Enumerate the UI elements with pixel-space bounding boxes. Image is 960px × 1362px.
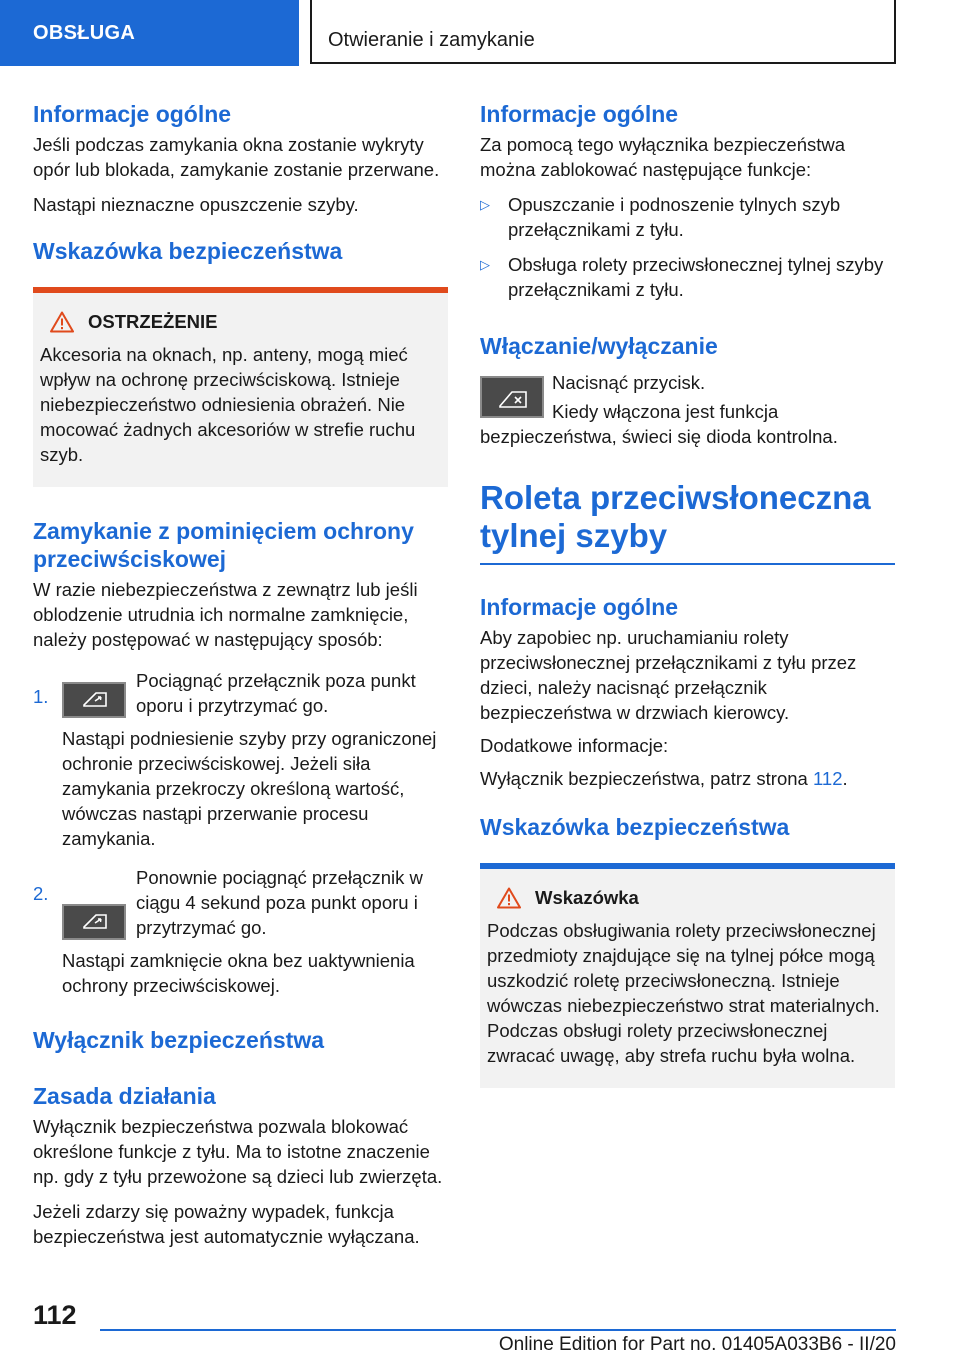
chapter-title: Otwieranie i zamykanie xyxy=(310,0,896,64)
right-column xyxy=(480,100,895,1088)
cross-ref-suffix: . xyxy=(842,768,848,789)
principle-paragraph-1: Wyłącznik bezpieczeństwa pozwala blokować określone funkcje z tyłu. Ma to istotne znaczenie np. gdy z tyłu przewożone są dzieci lub zwierzęta. xyxy=(33,1116,443,1187)
left-column xyxy=(33,100,448,1249)
warning-triangle-icon xyxy=(497,887,521,909)
sunblind-paragraph-2: Dodatkowe informacje: xyxy=(480,735,669,756)
general-paragraph-1: Jeśli podczas zamykania okna zostanie wykryty opór lub blokada, zamykanie zostanie przerwane. xyxy=(33,134,440,180)
triangle-bullet-icon: ▷ xyxy=(480,257,490,272)
warning-text: Akcesoria na oknach, np. anteny, mogą mieć wpływ na ochronę przeciwściskową. Istnieje niebezpieczeństwo odniesienia obrażeń. Nie mocować żadnych akcesoriów w strefie ruchu szyb. xyxy=(40,344,416,465)
step-subtext: Nastąpi podniesienie szyby przy ograniczonej ochronie przeciwściskowej. Jeżeli siła zamykania przekroczy określoną wartość, wówczas nastąpi przerwanie procesu zamykania. xyxy=(62,728,437,849)
notice-text: Podczas obsługiwania rolety przeciwsłonecznej przedmioty znajdujące się na tylnej półce mogą uszkodzić roletę przeciwsłoneczną. Istnieje wówczas niebezpieczeństwo strat materialnych. Podczas obsługi rolety przeciwsłonecznej zwracać uwagę, aby strefa ruchu była wolna. xyxy=(487,920,880,1066)
step-text: Ponownie pociągnąć przełącznik w ciągu 4 sekund poza punkt oporu i przytrzymać go. xyxy=(136,867,423,938)
window-switch-icon xyxy=(62,682,126,718)
page-number: 112 xyxy=(33,1300,77,1330)
cross-ref-text: Wyłącznik bezpieczeństwa, patrz strona xyxy=(480,768,808,789)
footer-divider xyxy=(100,1329,896,1331)
bullet-text: Obsługa rolety przeciwsłonecznej tylnej szyby przełącznikami z tyłu. xyxy=(508,254,884,300)
warning-title xyxy=(40,309,441,334)
notice-title-text: Wskazówka xyxy=(535,887,639,908)
override-intro: W razie niebezpieczeństwa z zewnątrz lub jeśli oblodzenie utrudnia ich normalne zamknięcie, należy postępować w następujący sposób: xyxy=(33,579,418,650)
heading-principle: Zasada działania xyxy=(33,1083,216,1109)
onoff-paragraph-1: Nacisnąć przycisk. xyxy=(552,372,706,393)
onoff-block xyxy=(480,370,895,449)
triangle-bullet-icon: ▷ xyxy=(480,197,490,212)
heading-override: Zamykanie z pominięciem ochrony przeciwściskowej xyxy=(33,518,414,572)
list-item xyxy=(480,252,895,302)
heading-sunblind: Roleta przeciwsłoneczna tylnej szyby xyxy=(480,479,871,554)
warning-triangle-icon xyxy=(50,311,74,333)
heading-sunblind-safety: Wskazówka bezpieczeństwa xyxy=(480,814,790,840)
warning-title-text: OSTRZEŻENIE xyxy=(88,311,218,332)
step-text: Pociągnąć przełącznik poza punkt oporu i przytrzymać go. xyxy=(136,670,416,716)
window-switch-icon xyxy=(62,904,126,940)
sunblind-paragraph-3 xyxy=(480,766,895,791)
general-intro: Za pomocą tego wyłącznika bezpieczeństwa można zablokować następujące funkcje: xyxy=(480,134,846,180)
page-link[interactable]: 112 xyxy=(812,768,843,789)
notice-box xyxy=(480,863,895,1088)
step-item xyxy=(33,865,448,998)
sunblind-paragraph-1: Aby zapobiec np. uruchamianiu rolety przeciwsłonecznej przełącznikami z tyłu przez dzieci, należy nacisnąć przełącznik bezpieczeństwa w drzwiach kierowcy. xyxy=(480,627,857,723)
heading-safety-switch: Wyłącznik bezpieczeństwa xyxy=(33,1027,325,1053)
heading-sunblind-general: Informacje ogólne xyxy=(480,594,679,620)
heading-general: Informacje ogólne xyxy=(33,101,232,127)
principle-paragraph-2: Jeżeli zdarzy się poważny wypadek, funkcja bezpieczeństwa jest automatycznie wyłączana. xyxy=(33,1201,420,1247)
step-number: 2. xyxy=(33,883,49,904)
heading-onoff: Włączanie/wyłączanie xyxy=(480,333,718,359)
step-line xyxy=(62,865,448,940)
step-number: 1. xyxy=(33,686,49,707)
step-line xyxy=(62,668,448,718)
warning-box xyxy=(33,287,448,487)
list-item xyxy=(480,192,895,242)
onoff-paragraph-2: Kiedy włączona jest funkcja bezpieczeństwa, świeci się dioda kontrolna. xyxy=(480,401,838,447)
step-item xyxy=(33,668,448,851)
heading-general-right: Informacje ogólne xyxy=(480,101,679,127)
page-header xyxy=(0,0,960,66)
section-tab: OBSŁUGA xyxy=(0,0,299,66)
divider xyxy=(480,563,895,565)
notice-title xyxy=(487,885,888,910)
edition-text: Online Edition for Part no. 01405A033B6 - II/20 xyxy=(498,1334,896,1355)
safety-switch-icon xyxy=(480,376,544,418)
step-subtext: Nastąpi zamknięcie okna bez uaktywnienia ochrony przeciwściskowej. xyxy=(62,950,415,996)
heading-safety: Wskazówka bezpieczeństwa xyxy=(33,238,343,264)
general-paragraph-2: Nastąpi nieznaczne opuszczenie szyby. xyxy=(33,194,359,215)
bullet-text: Opuszczanie i podnoszenie tylnych szyb przełącznikami z tyłu. xyxy=(508,194,841,240)
steps-list xyxy=(33,668,448,998)
